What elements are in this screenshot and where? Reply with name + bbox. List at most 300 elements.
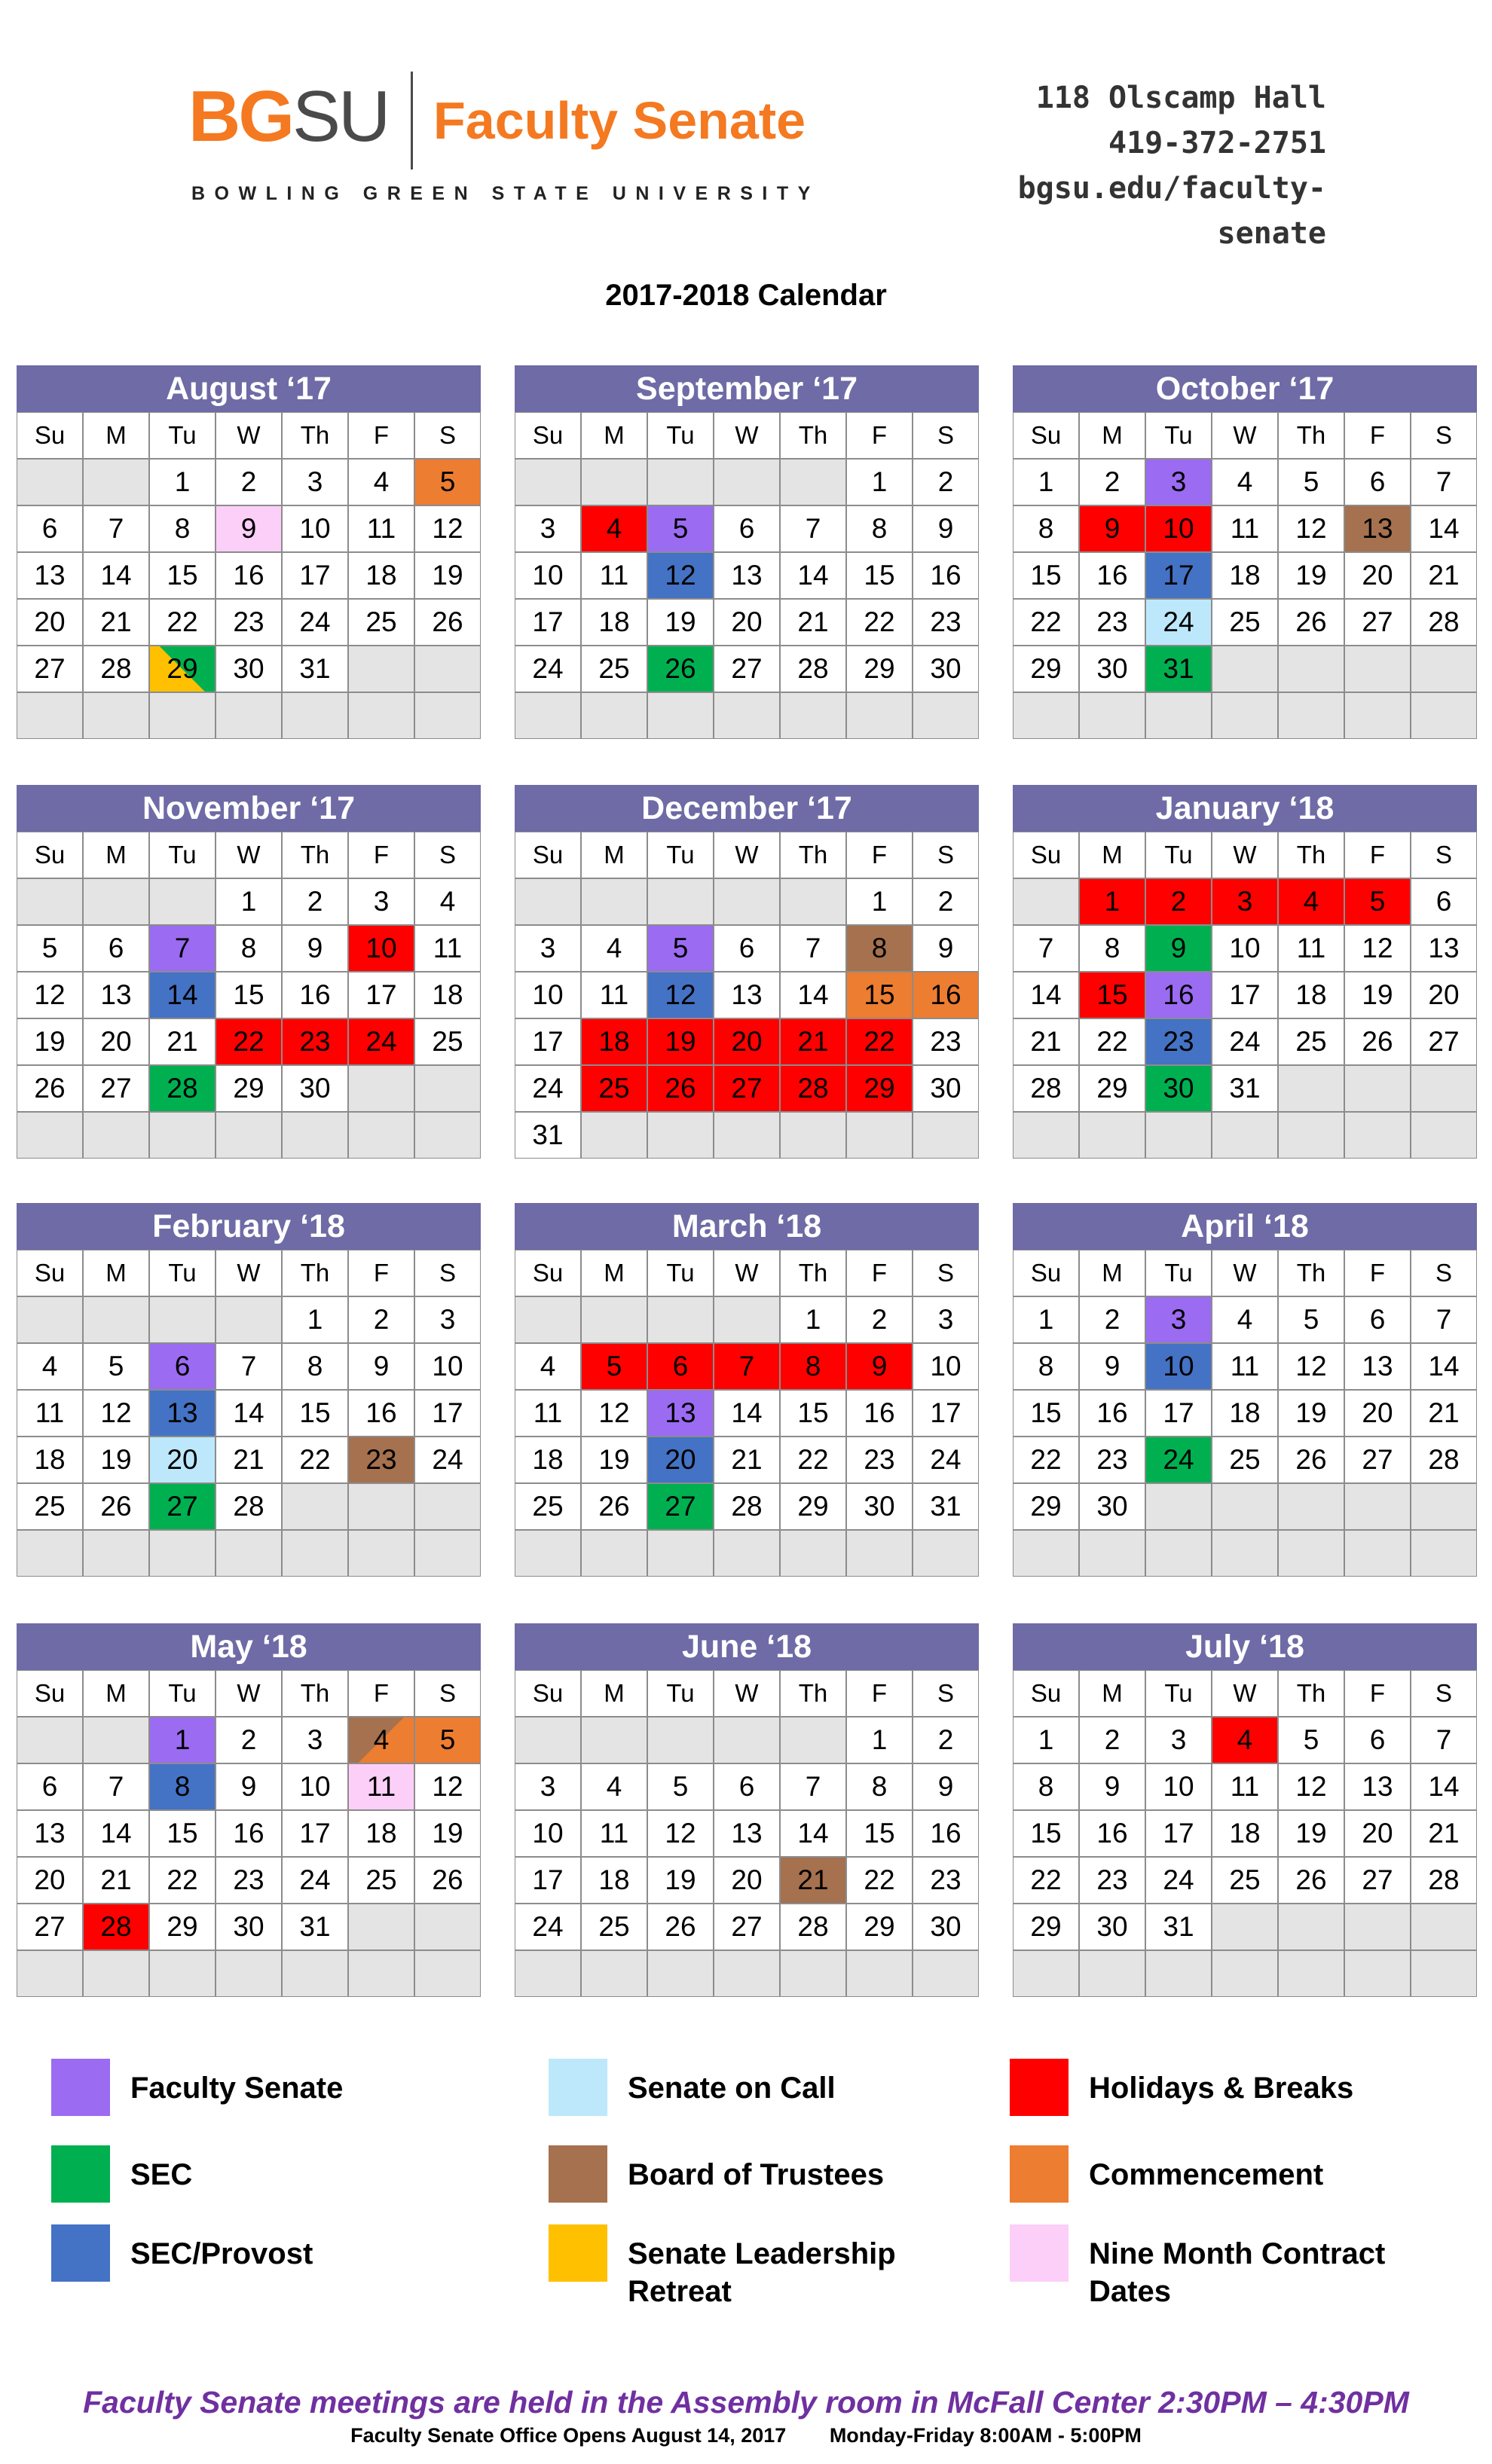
empty-cell bbox=[414, 1065, 481, 1112]
day-cell: 3 bbox=[414, 1296, 481, 1343]
day-cell: 19 bbox=[1278, 552, 1344, 599]
weekday-header: F bbox=[846, 1670, 913, 1717]
day-cell: 3 bbox=[515, 925, 581, 972]
day-cell: 11 bbox=[581, 552, 647, 599]
weekday-header: Th bbox=[780, 832, 846, 878]
empty-cell bbox=[17, 1296, 83, 1343]
day-cell: 15 bbox=[846, 552, 913, 599]
day-cell: 19 bbox=[1278, 1390, 1344, 1437]
day-cell: 3 bbox=[515, 505, 581, 552]
day-cell: 27 bbox=[83, 1065, 149, 1112]
day-cell: 24 bbox=[1145, 1437, 1212, 1483]
empty-cell bbox=[846, 1112, 913, 1159]
empty-cell bbox=[846, 1950, 913, 1997]
day-cell: 3 bbox=[348, 878, 414, 925]
empty-cell bbox=[1079, 1112, 1145, 1159]
empty-cell bbox=[515, 878, 581, 925]
empty-cell bbox=[216, 692, 282, 739]
day-cell: 19 bbox=[414, 1810, 481, 1857]
day-cell: 21 bbox=[149, 1018, 216, 1065]
empty-cell bbox=[282, 1483, 348, 1530]
day-cell: 6 bbox=[1344, 1296, 1411, 1343]
empty-cell bbox=[1013, 878, 1079, 925]
weekday-header: W bbox=[714, 1670, 780, 1717]
day-cell: 12 bbox=[83, 1390, 149, 1437]
day-cell: 12 bbox=[414, 1763, 481, 1810]
weekday-header: Su bbox=[515, 412, 581, 459]
day-cell: 25 bbox=[1278, 1018, 1344, 1065]
weekday-header: Th bbox=[780, 1670, 846, 1717]
day-cell: 24 bbox=[1212, 1018, 1278, 1065]
month-calendar bbox=[515, 365, 979, 739]
day-cell: 9 bbox=[216, 505, 282, 552]
empty-cell bbox=[1145, 1483, 1212, 1530]
day-cell: 26 bbox=[647, 646, 714, 692]
logo-divider bbox=[411, 72, 413, 169]
day-cell: 16 bbox=[1079, 1390, 1145, 1437]
day-cell: 19 bbox=[581, 1437, 647, 1483]
day-cell: 22 bbox=[1013, 599, 1079, 646]
day-cell: 12 bbox=[1278, 1763, 1344, 1810]
day-cell: 10 bbox=[282, 505, 348, 552]
legend-swatch bbox=[1010, 2224, 1069, 2282]
legend-swatch bbox=[549, 2224, 607, 2282]
day-cell: 30 bbox=[913, 646, 979, 692]
weekday-header: M bbox=[1079, 1670, 1145, 1717]
weekday-header: Su bbox=[1013, 1670, 1079, 1717]
empty-cell bbox=[414, 1530, 481, 1577]
empty-cell bbox=[647, 1296, 714, 1343]
day-cell: 10 bbox=[282, 1763, 348, 1810]
day-cell: 18 bbox=[1278, 972, 1344, 1018]
day-cell: 8 bbox=[1013, 1343, 1079, 1390]
day-cell: 12 bbox=[647, 552, 714, 599]
day-cell: 2 bbox=[282, 878, 348, 925]
empty-cell bbox=[780, 1112, 846, 1159]
day-cell: 7 bbox=[780, 1763, 846, 1810]
weekday-header: S bbox=[913, 412, 979, 459]
day-cell: 4 bbox=[581, 505, 647, 552]
empty-cell bbox=[348, 1112, 414, 1159]
weekday-header: Tu bbox=[1145, 1250, 1212, 1296]
day-cell: 1 bbox=[780, 1296, 846, 1343]
empty-cell bbox=[17, 692, 83, 739]
day-cell: 13 bbox=[83, 972, 149, 1018]
weekday-header: W bbox=[1212, 1670, 1278, 1717]
day-cell: 17 bbox=[282, 552, 348, 599]
weekday-header: F bbox=[1344, 1250, 1411, 1296]
empty-cell bbox=[348, 1530, 414, 1577]
weekday-header: S bbox=[913, 1670, 979, 1717]
day-cell: 28 bbox=[1411, 599, 1477, 646]
day-cell: 17 bbox=[515, 599, 581, 646]
weekday-header: Tu bbox=[647, 1670, 714, 1717]
day-cell: 24 bbox=[282, 1857, 348, 1904]
day-cell: 15 bbox=[780, 1390, 846, 1437]
day-cell: 16 bbox=[1079, 552, 1145, 599]
weekday-header: S bbox=[1411, 1670, 1477, 1717]
day-cell: 26 bbox=[647, 1065, 714, 1112]
weekday-header: W bbox=[216, 1670, 282, 1717]
empty-cell bbox=[1145, 692, 1212, 739]
empty-cell bbox=[647, 1112, 714, 1159]
weekday-header: W bbox=[216, 832, 282, 878]
day-cell: 25 bbox=[1212, 599, 1278, 646]
day-cell: 30 bbox=[913, 1904, 979, 1950]
day-cell: 6 bbox=[714, 1763, 780, 1810]
weekday-header: Th bbox=[282, 1250, 348, 1296]
empty-cell bbox=[1344, 646, 1411, 692]
day-cell: 12 bbox=[647, 1810, 714, 1857]
day-cell: 5 bbox=[414, 459, 481, 505]
weekday-header: M bbox=[581, 1250, 647, 1296]
day-cell: 27 bbox=[714, 1065, 780, 1112]
weekday-header: W bbox=[1212, 832, 1278, 878]
day-cell: 20 bbox=[1344, 552, 1411, 599]
day-cell: 5 bbox=[647, 1763, 714, 1810]
weekday-header: S bbox=[414, 1670, 481, 1717]
legend-swatch bbox=[51, 2224, 110, 2282]
weekday-header: M bbox=[581, 1670, 647, 1717]
day-cell: 4 bbox=[348, 459, 414, 505]
day-cell: 20 bbox=[17, 599, 83, 646]
weekday-header: M bbox=[83, 1250, 149, 1296]
empty-cell bbox=[714, 1296, 780, 1343]
day-cell: 16 bbox=[913, 972, 979, 1018]
day-cell: 9 bbox=[1145, 925, 1212, 972]
empty-cell bbox=[1278, 1530, 1344, 1577]
empty-cell bbox=[1013, 1112, 1079, 1159]
weekday-header: Su bbox=[515, 1250, 581, 1296]
empty-cell bbox=[1411, 1065, 1477, 1112]
empty-cell bbox=[1013, 1950, 1079, 1997]
day-cell: 30 bbox=[846, 1483, 913, 1530]
day-cell: 2 bbox=[1079, 1717, 1145, 1763]
day-cell: 21 bbox=[83, 599, 149, 646]
weekday-header: Th bbox=[780, 1250, 846, 1296]
day-cell: 29 bbox=[846, 1904, 913, 1950]
day-cell: 16 bbox=[846, 1390, 913, 1437]
weekday-header: F bbox=[348, 1670, 414, 1717]
month-title: May ‘18 bbox=[17, 1623, 481, 1670]
day-cell: 29 bbox=[846, 1065, 913, 1112]
empty-cell bbox=[1411, 1950, 1477, 1997]
day-cell: 12 bbox=[581, 1390, 647, 1437]
day-cell: 16 bbox=[216, 552, 282, 599]
day-cell: 4 bbox=[1212, 459, 1278, 505]
empty-cell bbox=[149, 878, 216, 925]
office-hours-text: Monday-Friday 8:00AM - 5:00PM bbox=[829, 2424, 1142, 2447]
weekday-header: Tu bbox=[149, 832, 216, 878]
day-cell: 1 bbox=[149, 1717, 216, 1763]
empty-cell bbox=[1212, 1904, 1278, 1950]
day-cell: 1 bbox=[1079, 878, 1145, 925]
day-cell: 31 bbox=[515, 1112, 581, 1159]
day-cell: 22 bbox=[1013, 1437, 1079, 1483]
weekday-header: M bbox=[1079, 1250, 1145, 1296]
empty-cell bbox=[83, 1112, 149, 1159]
day-cell: 23 bbox=[913, 1018, 979, 1065]
day-cell: 21 bbox=[1411, 1810, 1477, 1857]
month-grid bbox=[1013, 1250, 1477, 1577]
university-name: BOWLING GREEN STATE UNIVERSITY bbox=[191, 183, 820, 204]
day-cell: 14 bbox=[1013, 972, 1079, 1018]
weekday-header: S bbox=[414, 412, 481, 459]
weekday-header: W bbox=[1212, 412, 1278, 459]
legend-label: SEC/Provost bbox=[130, 2237, 313, 2270]
day-cell: 28 bbox=[780, 1904, 846, 1950]
day-cell: 15 bbox=[1013, 552, 1079, 599]
month-grid bbox=[17, 832, 481, 1159]
day-cell: 7 bbox=[1411, 1717, 1477, 1763]
day-cell: 22 bbox=[149, 1857, 216, 1904]
empty-cell bbox=[216, 1296, 282, 1343]
month-grid bbox=[515, 1670, 979, 1997]
day-cell: 27 bbox=[1344, 1857, 1411, 1904]
empty-cell bbox=[515, 459, 581, 505]
empty-cell bbox=[647, 1717, 714, 1763]
weekday-header: Th bbox=[1278, 1670, 1344, 1717]
day-cell: 5 bbox=[17, 925, 83, 972]
day-cell: 11 bbox=[1212, 1763, 1278, 1810]
weekday-header: Tu bbox=[647, 1250, 714, 1296]
empty-cell bbox=[1411, 1483, 1477, 1530]
day-cell: 20 bbox=[714, 1018, 780, 1065]
day-cell: 7 bbox=[83, 1763, 149, 1810]
day-cell: 31 bbox=[282, 1904, 348, 1950]
day-cell: 14 bbox=[83, 1810, 149, 1857]
day-cell: 23 bbox=[282, 1018, 348, 1065]
month-grid bbox=[1013, 412, 1477, 739]
day-cell: 2 bbox=[846, 1296, 913, 1343]
day-cell: 26 bbox=[17, 1065, 83, 1112]
day-cell: 17 bbox=[282, 1810, 348, 1857]
day-cell: 20 bbox=[1411, 972, 1477, 1018]
day-cell: 1 bbox=[1013, 1296, 1079, 1343]
weekday-header: S bbox=[1411, 412, 1477, 459]
day-cell: 17 bbox=[1145, 552, 1212, 599]
day-cell: 1 bbox=[846, 459, 913, 505]
day-cell: 13 bbox=[149, 1390, 216, 1437]
day-cell: 9 bbox=[1079, 505, 1145, 552]
weekday-header: Tu bbox=[149, 1670, 216, 1717]
day-cell: 6 bbox=[714, 505, 780, 552]
day-cell: 13 bbox=[714, 1810, 780, 1857]
empty-cell bbox=[1344, 1065, 1411, 1112]
day-cell: 28 bbox=[83, 646, 149, 692]
day-cell: 20 bbox=[1344, 1390, 1411, 1437]
day-cell: 5 bbox=[1344, 878, 1411, 925]
empty-cell bbox=[1212, 1483, 1278, 1530]
legend-label: Holidays & Breaks bbox=[1089, 2072, 1354, 2105]
empty-cell bbox=[348, 692, 414, 739]
empty-cell bbox=[1411, 692, 1477, 739]
weekday-header: F bbox=[1344, 412, 1411, 459]
month-grid bbox=[515, 1250, 979, 1577]
empty-cell bbox=[647, 692, 714, 739]
empty-cell bbox=[216, 1112, 282, 1159]
day-cell: 2 bbox=[913, 878, 979, 925]
empty-cell bbox=[282, 1530, 348, 1577]
empty-cell bbox=[515, 1296, 581, 1343]
day-cell: 17 bbox=[1145, 1390, 1212, 1437]
day-cell: 9 bbox=[216, 1763, 282, 1810]
empty-cell bbox=[83, 1296, 149, 1343]
day-cell: 7 bbox=[216, 1343, 282, 1390]
day-cell: 29 bbox=[149, 646, 216, 692]
empty-cell bbox=[780, 1530, 846, 1577]
empty-cell bbox=[1079, 1530, 1145, 1577]
weekday-header: Th bbox=[282, 412, 348, 459]
day-cell: 18 bbox=[1212, 552, 1278, 599]
day-cell: 17 bbox=[1145, 1810, 1212, 1857]
contact-block bbox=[934, 75, 1326, 256]
day-cell: 25 bbox=[348, 1857, 414, 1904]
day-cell: 24 bbox=[913, 1437, 979, 1483]
contact-phone: 419-372-2751 bbox=[1108, 126, 1326, 160]
day-cell: 4 bbox=[17, 1343, 83, 1390]
day-cell: 29 bbox=[1013, 1483, 1079, 1530]
day-cell: 4 bbox=[1212, 1296, 1278, 1343]
day-cell: 15 bbox=[1079, 972, 1145, 1018]
legend-swatch bbox=[549, 2145, 607, 2203]
weekday-header: S bbox=[913, 832, 979, 878]
day-cell: 8 bbox=[282, 1343, 348, 1390]
day-cell: 19 bbox=[647, 599, 714, 646]
day-cell: 22 bbox=[846, 599, 913, 646]
day-cell: 26 bbox=[1278, 599, 1344, 646]
empty-cell bbox=[1278, 1483, 1344, 1530]
weekday-header: Th bbox=[282, 1670, 348, 1717]
weekday-header: F bbox=[846, 832, 913, 878]
day-cell: 24 bbox=[414, 1437, 481, 1483]
day-cell: 22 bbox=[1013, 1857, 1079, 1904]
day-cell: 12 bbox=[17, 972, 83, 1018]
faculty-senate-wordmark: Faculty Senate bbox=[433, 91, 806, 150]
legend-label: Senate on Call bbox=[628, 2072, 836, 2105]
empty-cell bbox=[282, 692, 348, 739]
day-cell: 16 bbox=[348, 1390, 414, 1437]
day-cell: 19 bbox=[1344, 972, 1411, 1018]
empty-cell bbox=[348, 1065, 414, 1112]
day-cell: 7 bbox=[1411, 459, 1477, 505]
day-cell: 18 bbox=[414, 972, 481, 1018]
day-cell: 15 bbox=[1013, 1810, 1079, 1857]
day-cell: 5 bbox=[1278, 1296, 1344, 1343]
day-cell: 28 bbox=[780, 1065, 846, 1112]
month-calendar bbox=[17, 1623, 481, 1997]
day-cell: 21 bbox=[216, 1437, 282, 1483]
empty-cell bbox=[1344, 1530, 1411, 1577]
day-cell: 7 bbox=[83, 505, 149, 552]
weekday-header: W bbox=[216, 412, 282, 459]
day-cell: 18 bbox=[581, 1018, 647, 1065]
empty-cell bbox=[913, 1112, 979, 1159]
day-cell: 5 bbox=[1278, 1717, 1344, 1763]
day-cell: 3 bbox=[1145, 1717, 1212, 1763]
weekday-header: Su bbox=[17, 1670, 83, 1717]
weekday-header: S bbox=[414, 832, 481, 878]
empty-cell bbox=[1145, 1950, 1212, 1997]
day-cell: 10 bbox=[1145, 1763, 1212, 1810]
day-cell: 15 bbox=[149, 552, 216, 599]
empty-cell bbox=[515, 1950, 581, 1997]
weekday-header: F bbox=[348, 1250, 414, 1296]
day-cell: 24 bbox=[282, 599, 348, 646]
month-title: December ‘17 bbox=[515, 785, 979, 832]
empty-cell bbox=[515, 692, 581, 739]
day-cell: 12 bbox=[414, 505, 481, 552]
day-cell: 17 bbox=[1212, 972, 1278, 1018]
day-cell: 14 bbox=[780, 972, 846, 1018]
day-cell: 17 bbox=[348, 972, 414, 1018]
day-cell: 16 bbox=[216, 1810, 282, 1857]
day-cell: 12 bbox=[1278, 505, 1344, 552]
day-cell: 21 bbox=[1411, 552, 1477, 599]
day-cell: 8 bbox=[1079, 925, 1145, 972]
weekday-header: S bbox=[1411, 832, 1477, 878]
empty-cell bbox=[149, 1296, 216, 1343]
empty-cell bbox=[1278, 692, 1344, 739]
day-cell: 21 bbox=[780, 599, 846, 646]
day-cell: 15 bbox=[1013, 1390, 1079, 1437]
day-cell: 26 bbox=[581, 1483, 647, 1530]
empty-cell bbox=[414, 1112, 481, 1159]
month-calendar bbox=[17, 365, 481, 739]
day-cell: 14 bbox=[83, 552, 149, 599]
day-cell: 1 bbox=[1013, 459, 1079, 505]
day-cell: 2 bbox=[913, 459, 979, 505]
month-grid bbox=[17, 1670, 481, 1997]
empty-cell bbox=[1013, 1530, 1079, 1577]
empty-cell bbox=[17, 459, 83, 505]
day-cell: 24 bbox=[1145, 1857, 1212, 1904]
weekday-header: W bbox=[714, 1250, 780, 1296]
day-cell: 15 bbox=[846, 1810, 913, 1857]
day-cell: 4 bbox=[581, 1763, 647, 1810]
day-cell: 1 bbox=[1013, 1717, 1079, 1763]
empty-cell bbox=[714, 692, 780, 739]
weekday-header: Th bbox=[282, 832, 348, 878]
day-cell: 22 bbox=[1079, 1018, 1145, 1065]
day-cell: 18 bbox=[581, 599, 647, 646]
empty-cell bbox=[1344, 1904, 1411, 1950]
day-cell: 27 bbox=[1344, 1437, 1411, 1483]
day-cell: 14 bbox=[1411, 1763, 1477, 1810]
day-cell: 22 bbox=[149, 599, 216, 646]
day-cell: 25 bbox=[581, 1065, 647, 1112]
day-cell: 22 bbox=[780, 1437, 846, 1483]
empty-cell bbox=[581, 878, 647, 925]
day-cell: 28 bbox=[1411, 1857, 1477, 1904]
legend-swatch bbox=[1010, 2145, 1069, 2203]
day-cell: 21 bbox=[83, 1857, 149, 1904]
empty-cell bbox=[216, 1950, 282, 1997]
empty-cell bbox=[83, 692, 149, 739]
day-cell: 22 bbox=[846, 1857, 913, 1904]
empty-cell bbox=[1411, 646, 1477, 692]
bgsu-wordmark: BGSU bbox=[188, 76, 389, 157]
empty-cell bbox=[515, 1530, 581, 1577]
day-cell: 17 bbox=[515, 1857, 581, 1904]
day-cell: 10 bbox=[348, 925, 414, 972]
day-cell: 18 bbox=[581, 1857, 647, 1904]
empty-cell bbox=[714, 1112, 780, 1159]
empty-cell bbox=[1278, 1065, 1344, 1112]
day-cell: 8 bbox=[149, 1763, 216, 1810]
legend-swatch bbox=[51, 2059, 110, 2116]
empty-cell bbox=[581, 1950, 647, 1997]
